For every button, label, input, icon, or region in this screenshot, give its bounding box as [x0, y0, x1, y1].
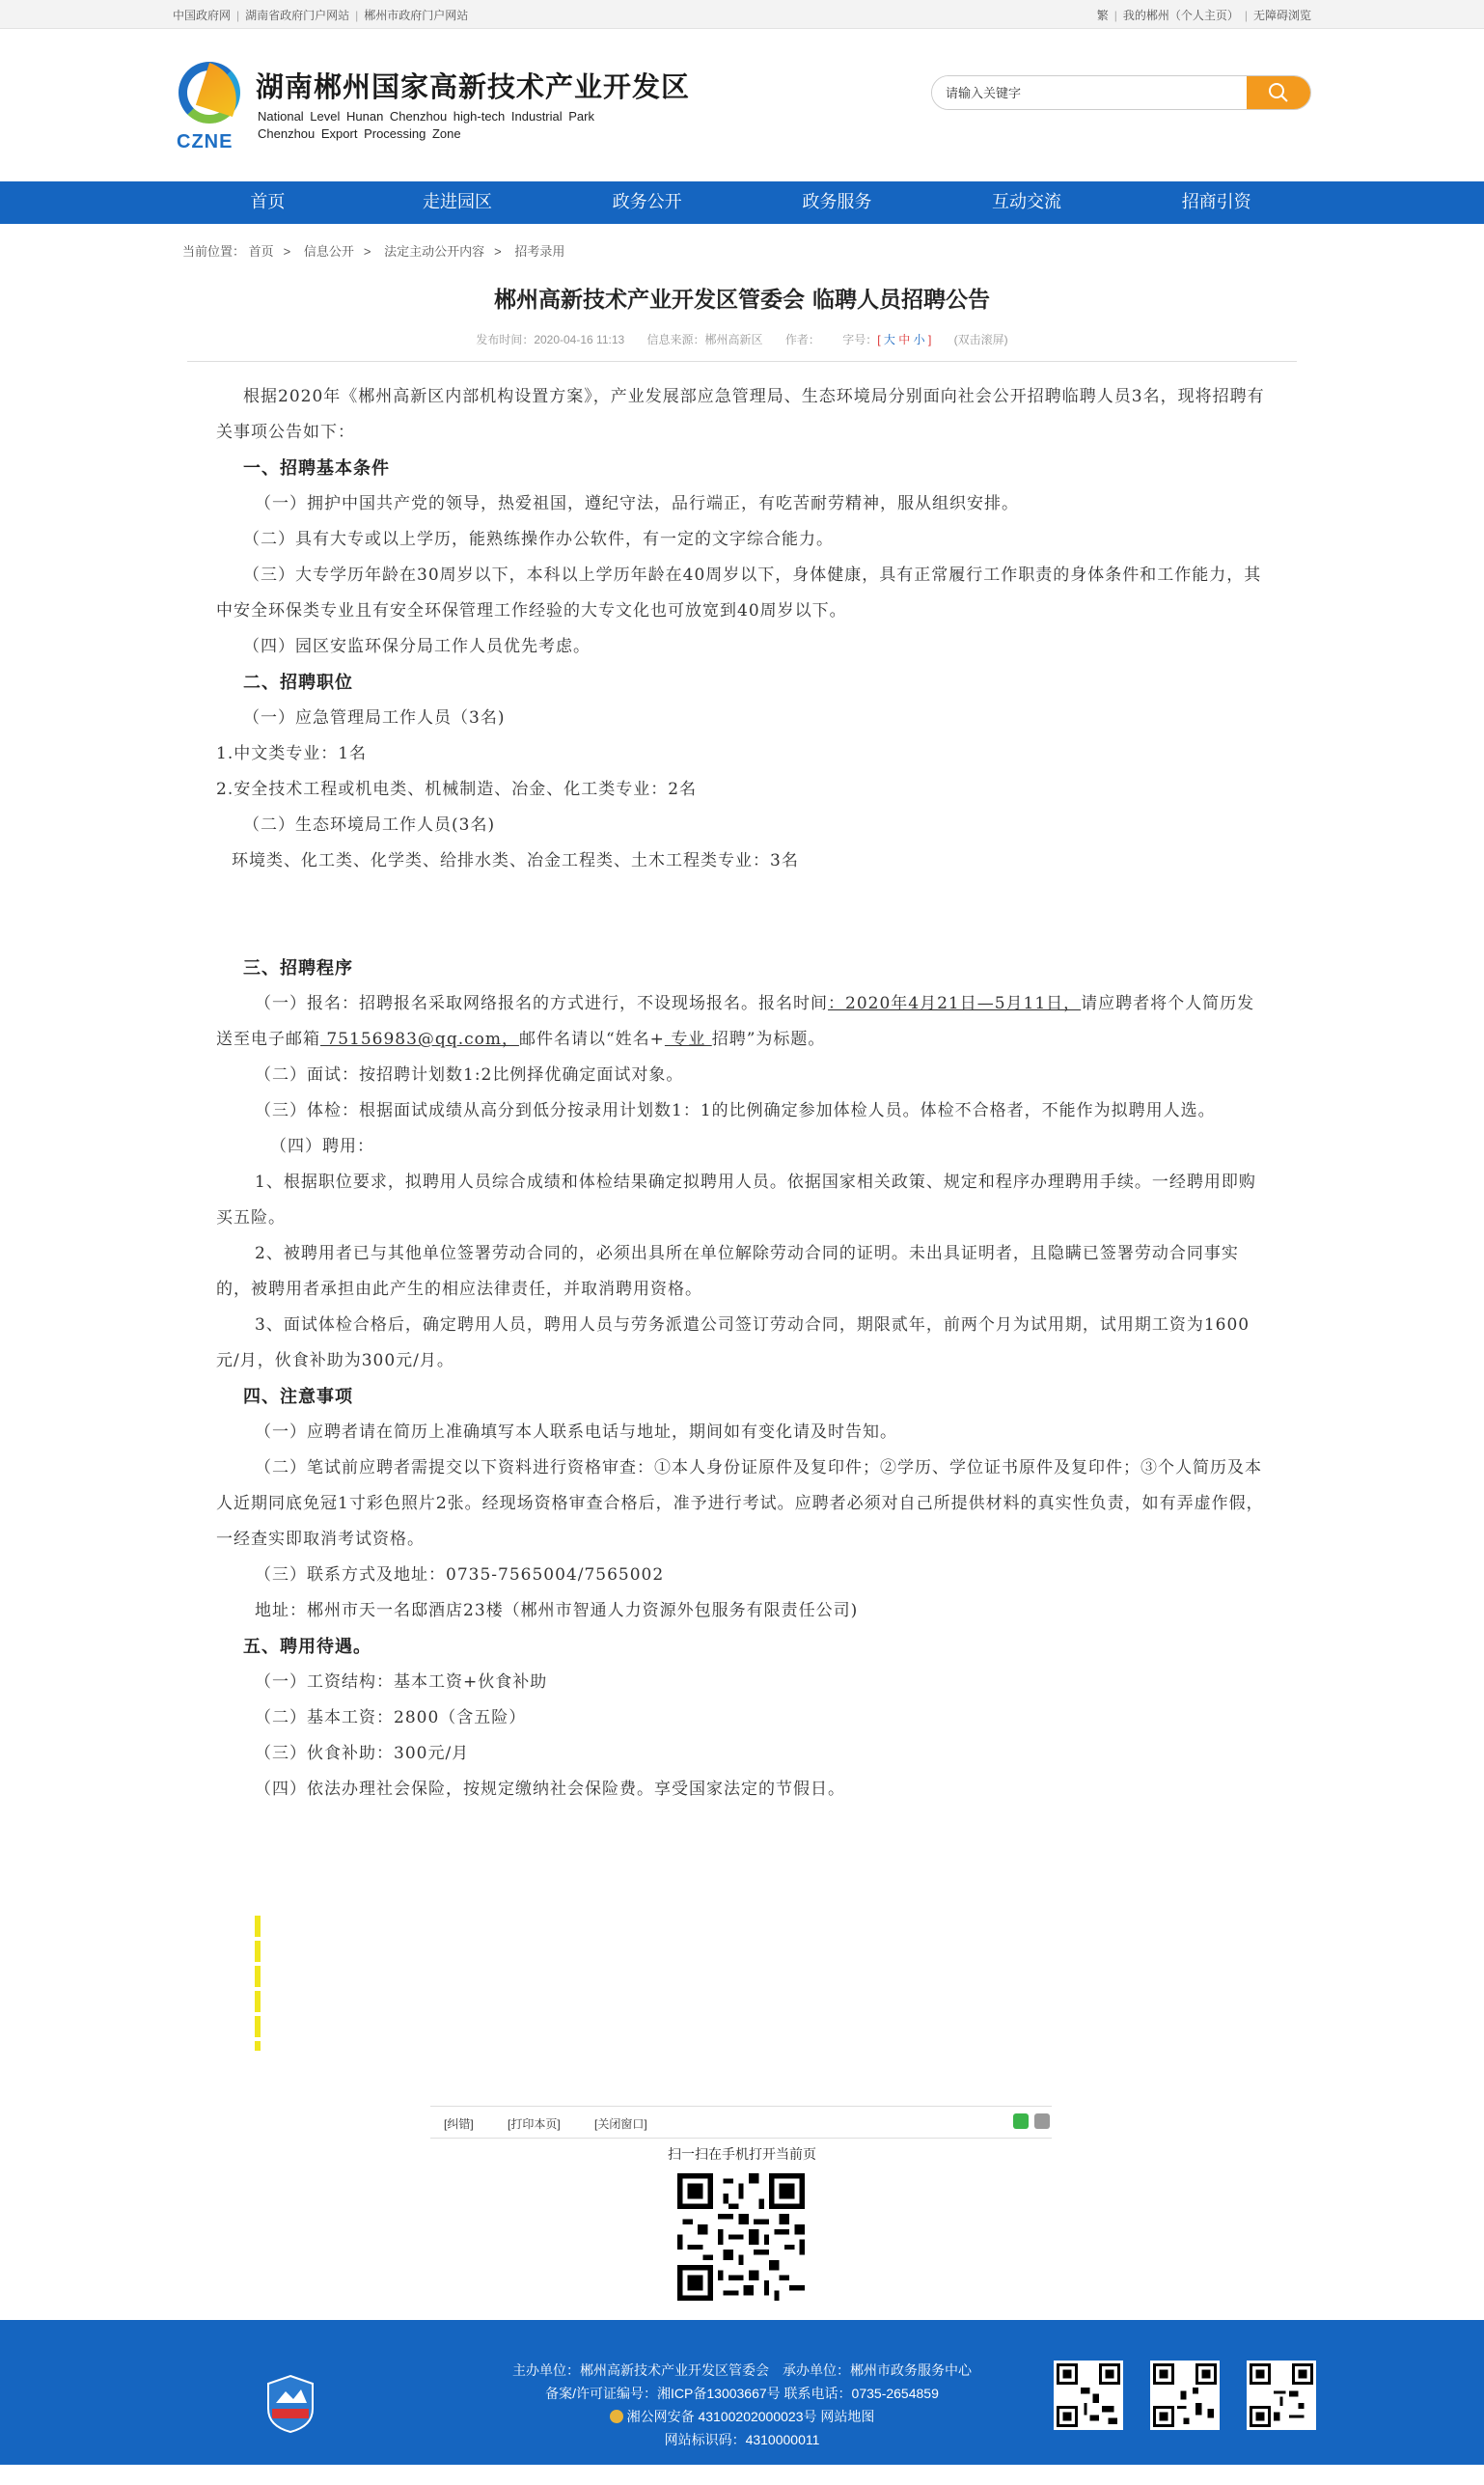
site-subtitle-line2: Chenzhou Export Processing Zone [258, 126, 461, 141]
registration-dates: ：2020年4月21日—5月11日， [828, 994, 1082, 1013]
page-qr-code [677, 2173, 805, 2301]
dblclick-scroll-hint: (双击滚屏) [953, 333, 1008, 346]
nav-gov-services[interactable]: 政务服务 [802, 192, 872, 212]
site-title: 湖南郴州国家高新技术产业开发区 [256, 70, 691, 103]
yellow-marker [255, 1916, 261, 2051]
wechat-qr-code [1054, 2361, 1123, 2430]
wechat-share-icon[interactable] [1013, 2113, 1029, 2129]
info-source: 信息来源：郴州高新区 [646, 333, 763, 346]
footer-site-code: 网站标识码：4310000011 [664, 2432, 820, 2447]
paragraph: 地址：郴州市天一名邸酒店23楼（郴州市智通人力资源外包服务有限责任公司) [255, 1601, 859, 1620]
nav-investment[interactable]: 招商引资 [1181, 192, 1251, 212]
paragraph: （四）依法办理社会保险，按规定缴纳社会保险费。享受国家法定的节假日。 [255, 1780, 845, 1799]
text-run: 招聘”为标题。 [711, 1030, 826, 1049]
font-medium-button[interactable]: 中 [898, 333, 911, 346]
publish-date: 发布时间：2020-04-16 11:13 [476, 333, 625, 346]
traditional-chinese-link[interactable]: 繁 [1096, 8, 1109, 22]
close-window-link[interactable]: [关闭窗口] [594, 2117, 647, 2131]
paragraph: 3、面试体检合格后，确定聘用人员，聘用人员与劳务派遣公司签订劳动合同，期限贰年，前两个月为试用期，试用期工资为1600元/月，伙食补助为300元/月。 [216, 1315, 1250, 1370]
intro-paragraph: 根据2020年《郴州高新区内部机构设置方案》，产业发展部应急管理局、生态环境局分别面向社会公开招聘临聘人员3名，现将招聘有关事项公告如下： [216, 387, 1265, 442]
accessibility-link[interactable]: 无障碍浏览 [1252, 8, 1311, 22]
paragraph: 2、被聘用者已与其他单位签署劳动合同的，必须出具所在单位解除劳动合同的证明。未出具证明者，且隐瞒已签署劳动合同事实的，被聘用者承担由此产生的相应法律责任，并取消聘用资格。 [216, 1244, 1239, 1299]
footer-icp: 备案/许可证编号：湘ICP备13003667号 联系电话：0735-2654859 [545, 2386, 939, 2401]
paragraph: （一）拥护中国共产党的领导，热爱祖国，遵纪守法，品行端正，有吃苦耐劳精神，服从组织安排。 [255, 494, 1019, 513]
top-right-links: 繁 | 我的郴州（个人主页） | 无障碍浏览 [1096, 8, 1311, 22]
qr-caption: 扫一扫在手机打开当前页 [668, 2146, 816, 2162]
top-bar [0, 0, 1484, 29]
report-error-link[interactable]: [纠错] [444, 2117, 474, 2131]
footer [0, 2320, 1484, 2465]
bottom-strip [0, 2465, 1484, 2485]
nav-interaction[interactable]: 互动交流 [992, 192, 1062, 212]
article-content [216, 362, 1268, 1808]
footer-police-text[interactable]: 湘公网安备 43100202000023号 网站地图 [626, 2409, 875, 2424]
paragraph: （三）体检：根据面试成绩从高分到低分按录用计划数1：1的比例确定参加体检人员。体检不合格者，不能作为拟聘用人选。 [255, 1101, 1216, 1120]
site-logo[interactable] [173, 58, 250, 164]
text-run: 邮件名请以“姓名+ [518, 1030, 665, 1049]
paragraph: （三）联系方式及地址：0735-7565004/7565002 [255, 1565, 665, 1585]
email-link[interactable]: 75156983@qq.com， [320, 1030, 519, 1049]
font-large-button[interactable]: 大 [883, 333, 895, 346]
section-heading: 三、招聘程序 [243, 958, 353, 979]
footer-sponsor: 主办单位：郴州高新技术产业开发区管委会 承办单位：郴州市政务服务中心 [512, 2362, 972, 2378]
breadcrumb-label: 当前位置： [182, 244, 246, 259]
nav-home[interactable]: 首页 [250, 192, 286, 212]
link-gov-cn[interactable]: 中国政府网 [173, 8, 232, 22]
paragraph: （三）伙食补助：300元/月 [255, 1744, 470, 1763]
article-meta [187, 331, 1297, 362]
main-nav [0, 181, 1484, 224]
section-heading: 二、招聘职位 [243, 673, 353, 693]
author: 作者： [784, 333, 820, 346]
print-page-link[interactable]: [打印本页] [508, 2117, 561, 2131]
weibo-qr-code [1150, 2361, 1220, 2430]
breadcrumb-home[interactable]: 首页 [248, 244, 274, 259]
site-subtitle [258, 108, 594, 143]
breadcrumb-recruitment[interactable]: 招考录用 [514, 244, 565, 259]
link-chenzhou-gov[interactable]: 郴州市政府门户网站 [364, 8, 469, 22]
paragraph: （一）工资结构：基本工资+伙食补助 [255, 1672, 548, 1692]
text-run: 专业 [664, 1030, 712, 1049]
section-heading: 五、聘用待遇。 [243, 1637, 371, 1657]
weibo-share-icon[interactable] [1034, 2113, 1050, 2129]
registration-paragraph [216, 986, 1268, 1058]
paragraph: （二）生态环境局工作人员(3名) [243, 815, 496, 835]
paragraph: （二）笔试前应聘者需提交以下资料进行资格审查：①本人身份证原件及复印件；②学历、学位证书原件及复印件；③个人简历及本人近期同底免冠1寸彩色照片2张。经现场资格审查合格后，准予进行考试。应聘者必须对自己所提供材料的真实性负责，如有弄虚作假，一经查实即取消考试资格。 [216, 1458, 1264, 1549]
breadcrumb: 当前位置： 首页 > 信息公开 > 法定主动公开内容 > 招考录用 [182, 244, 565, 259]
link-hunan-gov[interactable]: 湖南省政府门户网站 [245, 8, 350, 22]
font-size-label: 字号： [842, 333, 878, 346]
logo-text: CZNE [177, 131, 234, 152]
search-button[interactable] [1247, 76, 1310, 109]
search-icon [1268, 82, 1289, 103]
paragraph: （四）聘用： [270, 1137, 374, 1156]
nav-about-park[interactable]: 走进园区 [423, 192, 492, 212]
search-input[interactable] [932, 76, 1247, 109]
paragraph: 1、根据职位要求，拟聘用人员综合成绩和体检结果确定拟聘用人员。依据国家相关政策、规定和程序办理聘用手续。一经聘用即购买五险。 [216, 1173, 1256, 1228]
paragraph: （三）大专学历年龄在30周岁以下，本科以上学历年龄在40周岁以下，身体健康，具有正常履行工作职责的身体条件和工作能力，其中安全环保类专业且有安全环保管理工作经验的大专文化也可放宽到40周岁以下。 [216, 566, 1262, 621]
breadcrumb-statutory[interactable]: 法定主动公开内容 [384, 244, 485, 259]
font-small-button[interactable]: 小 [913, 333, 925, 346]
paragraph: 1.中文类专业：1名 [216, 744, 368, 763]
section-heading: 一、招聘基本条件 [243, 458, 390, 479]
text-run: 请应聘者将个人简历发送至电子邮箱 [216, 994, 1255, 1049]
my-chenzhou-link[interactable]: 我的郴州（个人主页） [1122, 8, 1239, 22]
paragraph: （二）面试：按招聘计划数1:2比例择优确定面试对象。 [255, 1065, 684, 1085]
app-qr-code [1247, 2361, 1316, 2430]
paragraph: 2.安全技术工程或机电类、机械制造、冶金、化工类专业：2名 [216, 780, 698, 799]
nav-gov-affairs-open[interactable]: 政务公开 [612, 192, 682, 212]
paragraph: （一）应聘者请在简历上准确填写本人联系电话与地址，期间如有变化请及时告知。 [255, 1422, 897, 1442]
top-links: 中国政府网 | 湖南省政府门户网站 | 郴州市政府门户网站 [173, 8, 469, 22]
article-title: 郴州高新技术产业开发区管委会 临聘人员招聘公告 [493, 288, 990, 313]
paragraph: （四）园区安监环保分局工作人员优先考虑。 [243, 637, 591, 656]
header [0, 29, 1484, 181]
search-box [931, 75, 1311, 110]
paragraph: 环境类、化工类、化学类、给排水类、冶金工程类、土木工程类专业：3名 [232, 851, 799, 870]
breadcrumb-info-open[interactable]: 信息公开 [303, 244, 354, 259]
police-emblem-icon [610, 2410, 623, 2423]
paragraph: （二）具有大专或以上学历，能熟练操作办公软件，有一定的文字综合能力。 [243, 530, 834, 549]
section-heading: 四、注意事项 [243, 1387, 353, 1407]
article [187, 282, 1297, 1808]
font-size-control: 字号：[ 大 中 小 ] [842, 333, 932, 346]
text-run: （一）报名：招聘报名采取网络报名的方式进行，不设现场报名。报名时间 [255, 994, 828, 1013]
article-tools [430, 2106, 1052, 2139]
paragraph: （二）基本工资：2800（含五险） [255, 1708, 527, 1727]
site-subtitle-line1: National Level Hunan Chenzhou high-tech Industrial Park [258, 109, 594, 124]
share-icons [1013, 2113, 1050, 2129]
paragraph: （一）应急管理局工作人员（3名) [243, 708, 506, 728]
